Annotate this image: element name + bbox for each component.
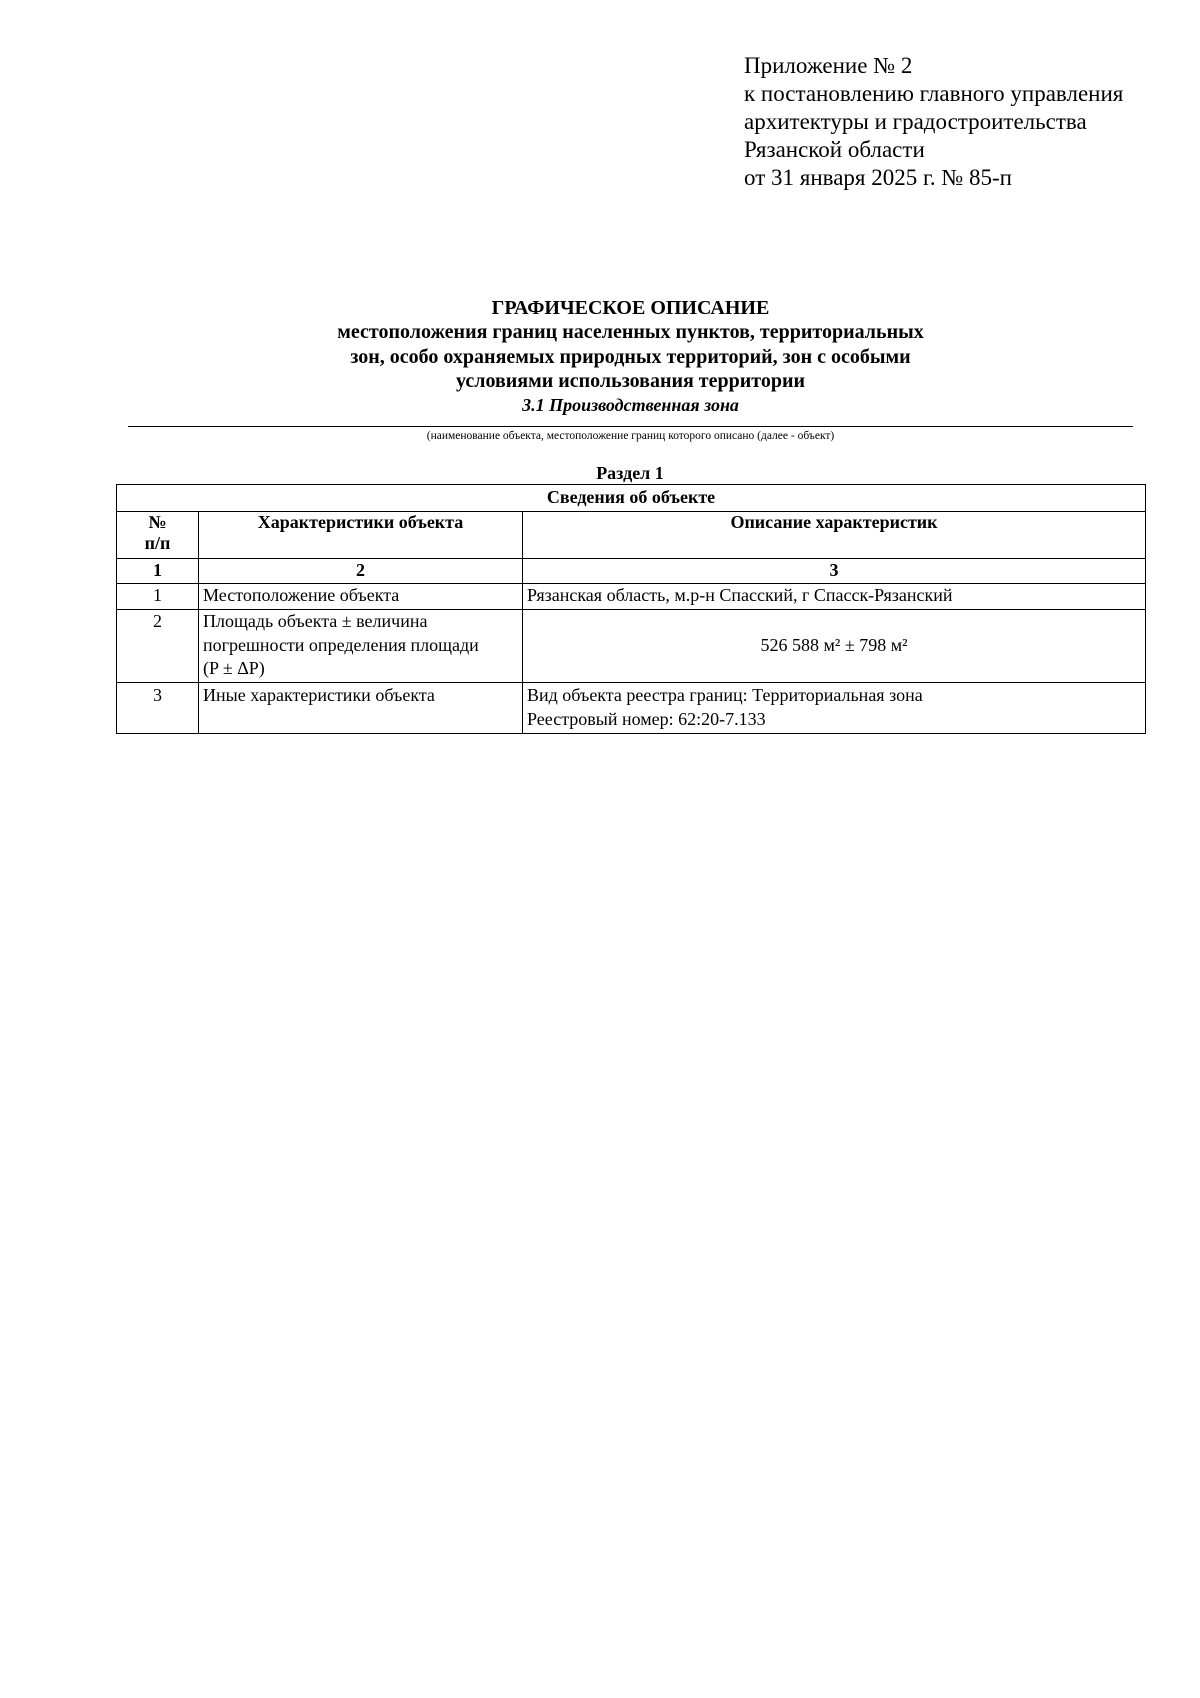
row-number: 1 xyxy=(117,584,199,610)
row-characteristic: Иные характеристики объекта xyxy=(199,683,523,734)
document-subtitle-line-3: условиями использования территории xyxy=(455,370,806,392)
row-characteristic xyxy=(199,610,523,683)
table-row xyxy=(117,610,1146,683)
document-subtitle-line-2: зон, особо охраняемых природных территорий, зон с особыми xyxy=(350,345,911,368)
row-characteristic-line-1: Площадь объекта ± величина xyxy=(203,611,428,631)
row-description xyxy=(523,683,1146,734)
header-num-abbrev: п/п xyxy=(144,533,171,553)
table-header-row xyxy=(117,512,1146,559)
object-caption: (наименование объекта, местоположение границ которого описано (далее - объект) xyxy=(426,430,835,442)
row-characteristic-line-2: погрешности определения площади xyxy=(203,634,479,655)
object-name: 3.1 Производственная зона xyxy=(522,394,739,415)
table-caption-row xyxy=(117,485,1146,512)
row-description: 526 588 м² ± 798 м² xyxy=(523,610,1146,683)
object-info-table xyxy=(116,484,1146,734)
appendix-header xyxy=(744,52,1123,192)
table-caption: Сведения об объекте xyxy=(117,485,1146,512)
row-number: 3 xyxy=(117,683,199,734)
appendix-line-2: к постановлению главного управления xyxy=(744,81,1124,106)
appendix-line-4: Рязанской области xyxy=(744,137,925,162)
table-row xyxy=(117,683,1146,734)
appendix-line-3: архитектуры и градостроительства xyxy=(744,109,1087,134)
row-characteristic-line-3: (P ± ΔP) xyxy=(203,658,265,678)
row-description-line-1: Вид объекта реестра границ: Территориальная зона xyxy=(527,685,923,705)
header-num xyxy=(117,512,199,559)
column-number-1: 1 xyxy=(117,559,199,584)
row-description-line-2: Реестровый номер: 62:20-7.133 xyxy=(527,709,766,729)
column-number-2: 2 xyxy=(199,559,523,584)
header-description: Описание характеристик xyxy=(523,512,1146,559)
column-number-3: 3 xyxy=(523,559,1146,584)
section-label: Раздел 1 xyxy=(596,463,664,483)
appendix-date: от 31 января 2025 г. № 85-п xyxy=(744,165,1012,190)
header-num-symbol: № xyxy=(148,512,167,532)
document-title-block xyxy=(128,296,1133,416)
row-characteristic: Местоположение объекта xyxy=(199,584,523,610)
row-number: 2 xyxy=(117,610,199,683)
appendix-number: Приложение № 2 xyxy=(744,53,913,78)
header-characteristic: Характеристики объекта xyxy=(199,512,523,559)
object-name-underline xyxy=(128,426,1133,427)
document-title: ГРАФИЧЕСКОЕ ОПИСАНИЕ xyxy=(491,297,770,319)
column-number-row xyxy=(117,559,1146,584)
document-subtitle-line-1: местоположения границ населенных пунктов, территориальных xyxy=(337,321,924,343)
row-description: Рязанская область, м.р-н Спасский, г Спасск-Рязанский xyxy=(523,584,1146,610)
table-row xyxy=(117,584,1146,610)
